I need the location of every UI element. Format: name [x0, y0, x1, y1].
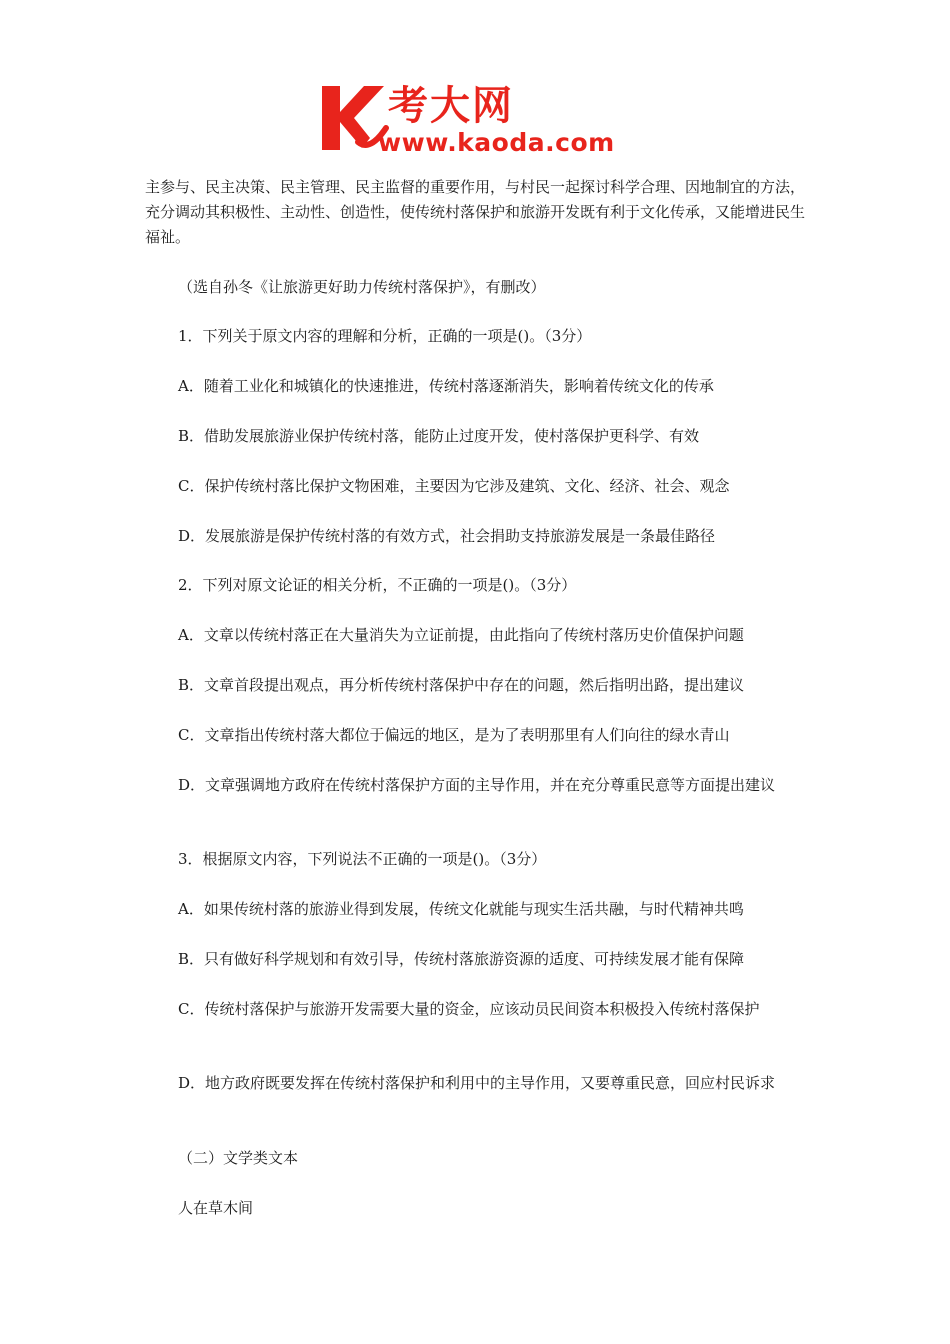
article-title: 人在草木间: [178, 1199, 254, 1217]
q2-option-c: C．文章指出传统村落大都位于偏远的地区，是为了表明那里有人们向往的绿水青山: [178, 726, 730, 744]
paragraph-continued: 主参与、民主决策、民主管理、民主监督的重要作用，与村民一起探讨科学合理、因地制宜的方法，充分调动其积极性、主动性、创造性，使传统村落保护和旅游开发既有利于文化传承，又能增进民生福祉。: [145, 178, 806, 246]
question-1: 1．下列关于原文内容的理解和分析，正确的一项是()。（3分）: [178, 327, 592, 345]
q2-option-d: D．文章强调地方政府在传统村落保护方面的主导作用，并在充分尊重民意等方面提出建议: [178, 776, 776, 794]
q2-option-a: A．文章以传统村落正在大量消失为立证前提，由此指向了传统村落历史价值保护问题: [178, 626, 744, 644]
source-note: （选自孙冬《让旅游更好助力传统村落保护》，有删改）: [178, 278, 546, 296]
q3-option-c: C．传统村落保护与旅游开发需要大量的资金，应该动员民间资本积极投入传统村落保护: [178, 1000, 760, 1018]
q1-option-c: C．保护传统村落比保护文物困难，主要因为它涉及建筑、文化、经济、社会、观念: [178, 477, 730, 495]
q1-option-b: B．借助发展旅游业保护传统村落，能防止过度开发，使村落保护更科学、有效: [178, 427, 700, 445]
q3-option-b: B．只有做好科学规划和有效引导，传统村落旅游资源的适度、可持续发展才能有保障: [178, 950, 745, 968]
question-3: 3．根据原文内容，下列说法不正确的一项是()。（3分）: [178, 850, 547, 868]
brand-url: www.kaoda.com: [378, 128, 615, 157]
section-heading: （二）文学类文本: [178, 1149, 299, 1167]
q1-option-d: D．发展旅游是保护传统村落的有效方式，社会捐助支持旅游发展是一条最佳路径: [178, 527, 716, 545]
question-2: 2．下列对原文论证的相关分析，不正确的一项是()。（3分）: [178, 576, 577, 594]
q3-option-a: A．如果传统村落的旅游业得到发展，传统文化就能与现实生活共融，与时代精神共鸣: [178, 900, 744, 918]
q2-option-b: B．文章首段提出观点，再分析传统村落保护中存在的问题，然后指明出路，提出建议: [178, 676, 745, 694]
brand-name: 考大网: [388, 83, 514, 129]
q1-option-a: A．随着工业化和城镇化的快速推进，传统村落逐渐消失，影响着传统文化的传承: [178, 377, 714, 395]
q3-option-d: D．地方政府既要发挥在传统村落保护和利用中的主导作用，又要尊重民意，回应村民诉求: [178, 1074, 776, 1092]
kaoda-logo: [318, 82, 638, 160]
